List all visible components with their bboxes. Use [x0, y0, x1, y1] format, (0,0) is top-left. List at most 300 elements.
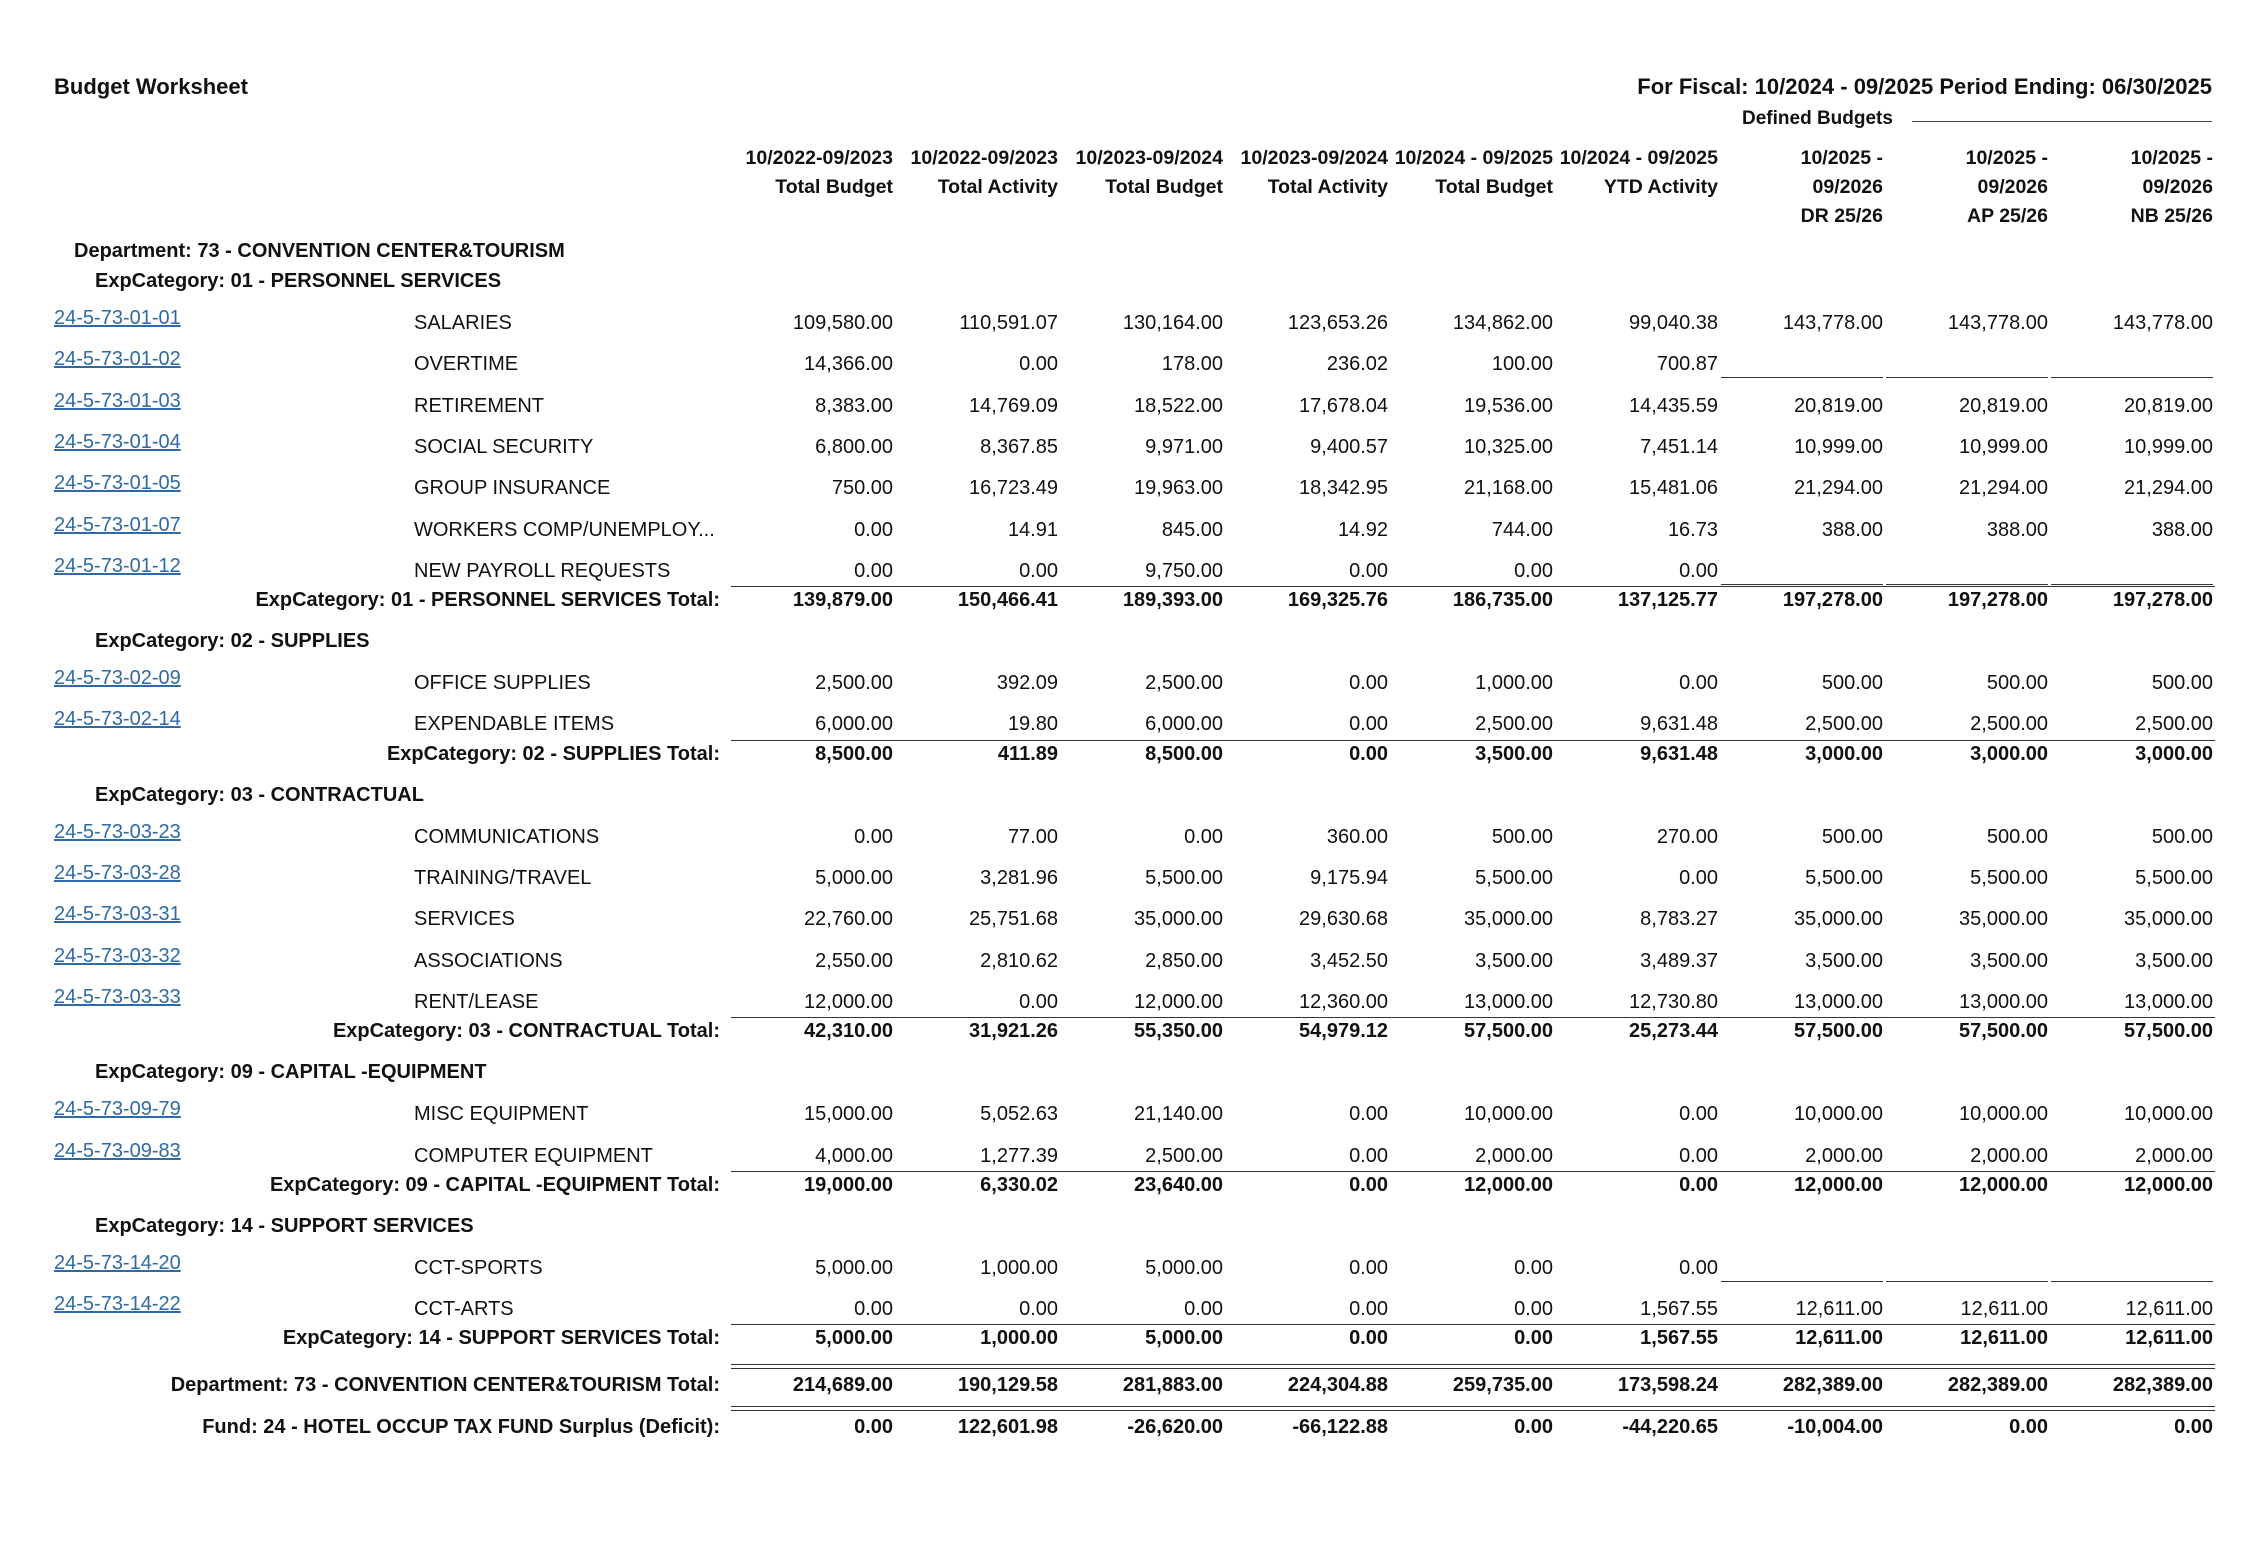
account-link[interactable]: 24-5-73-01-03 [54, 389, 181, 412]
column-header-line: 10/2024 - 09/2025 [1394, 147, 1553, 169]
amount-cell: 2,000.00 [1805, 1144, 1883, 1167]
department-total-amount: 214,689.00 [792, 1374, 893, 1397]
account-link[interactable]: 24-5-73-09-83 [54, 1139, 181, 1162]
amount-cell: 29,630.68 [1299, 908, 1388, 931]
amount-cell: 3,500.00 [1805, 949, 1883, 972]
column-header-line: 10/2023-09/2024 [1240, 147, 1388, 169]
column-header-line: YTD Activity [1603, 176, 1718, 198]
account-link[interactable]: 24-5-73-01-07 [54, 513, 181, 536]
amount-cell: 10,999.00 [2124, 435, 2213, 458]
amount-cell: 236.02 [1326, 353, 1388, 376]
amount-cell: 1,277.39 [980, 1144, 1058, 1167]
category-total-amount: 12,611.00 [1960, 1327, 2048, 1350]
department-total-rule [731, 1364, 2215, 1369]
amount-cell: 0.00 [1514, 1256, 1553, 1279]
category-total-amount: 186,735.00 [1452, 589, 1553, 612]
amount-cell: 7,451.14 [1640, 435, 1718, 458]
amount-cell: 3,281.96 [980, 867, 1058, 889]
amount-cell: 5,500.00 [1805, 867, 1883, 889]
amount-cell: 388.00 [1986, 518, 2048, 541]
amount-cell: 0.00 [1184, 1298, 1223, 1321]
amount-cell: 5,000.00 [1145, 1256, 1223, 1279]
account-link[interactable]: 24-5-73-01-04 [54, 430, 181, 453]
category-total-amount: 0.00 [1349, 1327, 1388, 1350]
category-total-amount: 1,567.55 [1640, 1327, 1718, 1350]
line-item-description: OVERTIME [414, 353, 519, 376]
column-header-line: 09/2026 [2142, 176, 2213, 198]
column-header-line: Total Activity [1267, 176, 1388, 198]
amount-cell: 3,489.37 [1640, 949, 1718, 972]
category-total-label: ExpCategory: 02 - SUPPLIES Total: [386, 742, 720, 765]
category-total-amount: 0.00 [1349, 742, 1388, 765]
column-header-line: 09/2026 [1977, 176, 2048, 198]
category-total-amount: 197,278.00 [2112, 589, 2213, 612]
amount-cell: 5,000.00 [815, 1256, 893, 1279]
amount-cell: 2,500.00 [815, 672, 893, 695]
line-item-description: GROUP INSURANCE [414, 477, 611, 500]
amount-cell: 1,567.55 [1640, 1298, 1718, 1321]
category-total-amount: 3,500.00 [1475, 742, 1553, 765]
column-header-line: Total Activity [937, 176, 1058, 198]
amount-cell: 20,819.00 [2124, 394, 2213, 417]
amount-cell: 12,000.00 [804, 990, 893, 1013]
amount-cell: 143,778.00 [1782, 312, 1883, 334]
category-total-amount: 0.00 [1679, 1173, 1718, 1196]
department-total-amount: 224,304.88 [1287, 1374, 1388, 1397]
category-total-label: ExpCategory: 09 - CAPITAL -EQUIPMENT Total: [269, 1173, 720, 1196]
amount-cell: 0.00 [1019, 353, 1058, 376]
category-total-amount: 6,330.02 [980, 1173, 1058, 1196]
blank-entry-line [1886, 1281, 2048, 1282]
amount-cell: 6,000.00 [1145, 713, 1223, 736]
report-title: Budget Worksheet [54, 74, 248, 99]
amount-cell: 2,000.00 [2135, 1144, 2213, 1167]
category-total-amount: 197,278.00 [1947, 589, 2048, 612]
blank-entry-line [1886, 584, 2048, 585]
amount-cell: 14,769.09 [969, 394, 1058, 417]
category-total-amount: 8,500.00 [1145, 742, 1223, 765]
blank-entry-line [2051, 584, 2213, 585]
category-total-amount: 12,000.00 [1794, 1173, 1883, 1196]
department-total-label: Department: 73 - CONVENTION CENTER&TOURISM Total: [170, 1374, 720, 1397]
amount-cell: 0.00 [1349, 1144, 1388, 1167]
amount-cell: 0.00 [1349, 1298, 1388, 1321]
amount-cell: 18,342.95 [1299, 477, 1388, 500]
amount-cell: 2,500.00 [1145, 1144, 1223, 1167]
amount-cell: 9,175.94 [1310, 867, 1388, 889]
amount-cell: 100.00 [1491, 353, 1553, 376]
department-total-amount: 282,389.00 [1782, 1374, 1883, 1397]
category-total-amount: 8,500.00 [815, 742, 893, 765]
account-link[interactable]: 24-5-73-01-02 [54, 348, 181, 371]
line-item-description: ASSOCIATIONS [414, 949, 563, 972]
category-total-amount: 411.89 [997, 742, 1058, 765]
amount-cell: 750.00 [831, 477, 893, 500]
amount-cell: 21,294.00 [2124, 477, 2213, 500]
subtotal-rule [731, 1017, 2215, 1018]
subtotal-rule [731, 586, 2215, 587]
account-link[interactable]: 24-5-73-09-79 [54, 1098, 181, 1121]
line-item-description: NEW PAYROLL REQUESTS [414, 559, 671, 582]
defined-budgets-header [1722, 108, 2212, 138]
category-heading: ExpCategory: 03 - CONTRACTUAL [95, 783, 424, 806]
column-header-line: Total Budget [775, 176, 893, 198]
category-total-amount: 12,000.00 [1464, 1173, 1553, 1196]
line-item-description: CCT-ARTS [414, 1298, 514, 1321]
department-total-amount: 190,129.58 [957, 1374, 1058, 1397]
amount-cell: 35,000.00 [1959, 908, 2048, 931]
defined-budgets-label: Defined Budgets [1742, 108, 1893, 129]
fund-total-amount: -26,620.00 [1127, 1416, 1223, 1439]
amount-cell: 3,500.00 [1475, 949, 1553, 972]
category-total-amount: 189,393.00 [1122, 589, 1223, 612]
category-total-amount: 12,000.00 [2124, 1173, 2213, 1196]
line-item-description: CCT-SPORTS [414, 1256, 543, 1279]
amount-cell: 9,631.48 [1640, 713, 1718, 736]
blank-entry-line [2051, 1281, 2213, 1282]
category-total-amount: 3,000.00 [1805, 742, 1883, 765]
category-total-amount: 54,979.12 [1299, 1020, 1388, 1043]
amount-cell: 270.00 [1656, 825, 1718, 848]
category-total-amount: 0.00 [1514, 1327, 1553, 1350]
amount-cell: 134,862.00 [1452, 312, 1553, 334]
account-link[interactable]: 24-5-73-03-32 [54, 944, 181, 967]
category-total-amount: 55,350.00 [1134, 1020, 1223, 1043]
amount-cell: 14.91 [1007, 518, 1058, 541]
blank-entry-line [1721, 377, 1883, 378]
fund-total-label: Fund: 24 - HOTEL OCCUP TAX FUND Surplus (Deficit): [202, 1416, 720, 1439]
amount-cell: 0.00 [1019, 990, 1058, 1013]
amount-cell: 0.00 [1679, 1256, 1718, 1279]
amount-cell: 0.00 [854, 559, 893, 582]
amount-cell: 21,294.00 [1959, 477, 2048, 500]
amount-cell: 1,000.00 [1475, 672, 1553, 695]
amount-cell: 0.00 [854, 1298, 893, 1321]
subtotal-rule [731, 1171, 2215, 1172]
amount-cell: 4,000.00 [815, 1144, 893, 1167]
category-total-amount: 137,125.77 [1617, 589, 1718, 612]
amount-cell: 143,778.00 [1947, 312, 2048, 334]
category-total-amount: 1,000.00 [980, 1327, 1058, 1350]
amount-cell: 13,000.00 [2124, 990, 2213, 1013]
amount-cell: 500.00 [1986, 672, 2048, 695]
amount-cell: 1,000.00 [980, 1256, 1058, 1279]
account-link[interactable]: 24-5-73-14-22 [54, 1293, 181, 1316]
amount-cell: 6,800.00 [815, 435, 893, 458]
column-header-line: 10/2025 - [1800, 147, 1883, 169]
amount-cell: 15,000.00 [804, 1103, 893, 1126]
amount-cell: 0.00 [1679, 1144, 1718, 1167]
amount-cell: 5,500.00 [1145, 867, 1223, 889]
category-total-amount: 169,325.76 [1287, 589, 1388, 612]
fund-total-rule [731, 1406, 2215, 1411]
amount-cell: 0.00 [1184, 825, 1223, 848]
amount-cell: 2,000.00 [1970, 1144, 2048, 1167]
fund-total-amount: -44,220.65 [1622, 1416, 1718, 1439]
amount-cell: 0.00 [1679, 559, 1718, 582]
amount-cell: 2,500.00 [2135, 713, 2213, 736]
amount-cell: 178.00 [1161, 353, 1223, 376]
amount-cell: 35,000.00 [1794, 908, 1883, 931]
category-total-amount: 31,921.26 [969, 1020, 1058, 1043]
column-header-line: 09/2026 [1812, 176, 1883, 198]
amount-cell: 9,400.57 [1310, 435, 1388, 458]
amount-cell: 14.92 [1337, 518, 1388, 541]
amount-cell: 388.00 [2151, 518, 2213, 541]
amount-cell: 3,452.50 [1310, 949, 1388, 972]
amount-cell: 500.00 [2151, 825, 2213, 848]
line-item-description: EXPENDABLE ITEMS [414, 713, 615, 736]
amount-cell: 13,000.00 [1959, 990, 2048, 1013]
amount-cell: 20,819.00 [1794, 394, 1883, 417]
amount-cell: 21,140.00 [1134, 1103, 1223, 1126]
category-total-amount: 3,000.00 [2135, 742, 2213, 765]
amount-cell: 500.00 [1986, 825, 2048, 848]
column-header-line: 10/2023-09/2024 [1075, 147, 1223, 169]
amount-cell: 16,723.49 [969, 477, 1058, 500]
category-total-amount: 5,000.00 [815, 1327, 893, 1350]
blank-entry-line [1721, 584, 1883, 585]
account-link[interactable]: 24-5-73-03-28 [54, 862, 181, 884]
blank-entry-line [1886, 377, 2048, 378]
fiscal-period: For Fiscal: 10/2024 - 09/2025 Period Ending: 06/30/2025 [1637, 74, 2212, 99]
category-total-amount: 12,000.00 [1959, 1173, 2048, 1196]
defined-budgets-rule [1912, 121, 2212, 122]
amount-cell: 388.00 [1821, 518, 1883, 541]
amount-cell: 13,000.00 [1464, 990, 1553, 1013]
account-link[interactable]: 24-5-73-01-01 [54, 307, 181, 329]
amount-cell: 15,481.06 [1629, 477, 1718, 500]
amount-cell: 77.00 [1007, 825, 1058, 848]
account-link[interactable]: 24-5-73-03-33 [54, 985, 181, 1008]
amount-cell: 500.00 [2151, 672, 2213, 695]
amount-cell: 19.80 [1007, 713, 1058, 736]
amount-cell: 12,730.80 [1629, 990, 1718, 1013]
amount-cell: 123,653.26 [1287, 312, 1388, 334]
account-link[interactable]: 24-5-73-03-31 [54, 903, 181, 926]
department-total-amount: 282,389.00 [2112, 1374, 2213, 1397]
amount-cell: 5,500.00 [1475, 867, 1553, 889]
amount-cell: 8,783.27 [1640, 908, 1718, 931]
amount-cell: 130,164.00 [1122, 312, 1223, 334]
category-total-amount: 150,466.41 [957, 589, 1058, 612]
column-header-line: Total Budget [1435, 176, 1553, 198]
amount-cell: 17,678.04 [1299, 394, 1388, 417]
amount-cell: 21,168.00 [1464, 477, 1553, 500]
category-total-amount: 57,500.00 [1794, 1020, 1883, 1043]
amount-cell: 35,000.00 [2124, 908, 2213, 931]
amount-cell: 0.00 [854, 825, 893, 848]
category-total-amount: 12,611.00 [1795, 1327, 1883, 1350]
account-link[interactable]: 24-5-73-03-23 [54, 820, 181, 843]
amount-cell: 5,052.63 [980, 1103, 1058, 1126]
line-item-description: OFFICE SUPPLIES [414, 672, 591, 695]
fund-total-amount: 0.00 [1514, 1416, 1553, 1439]
category-total-amount: 19,000.00 [804, 1173, 893, 1196]
category-total-amount: 23,640.00 [1134, 1173, 1223, 1196]
column-header-line: 10/2022-09/2023 [910, 147, 1058, 169]
column-header-line: 10/2024 - 09/2025 [1559, 147, 1718, 169]
amount-cell: 10,999.00 [1959, 435, 2048, 458]
amount-cell: 18,522.00 [1134, 394, 1223, 417]
column-header-line: 10/2025 - [2130, 147, 2213, 169]
amount-cell: 0.00 [1679, 1103, 1718, 1126]
account-link[interactable]: 24-5-73-02-09 [54, 667, 181, 690]
amount-cell: 0.00 [1349, 1256, 1388, 1279]
amount-cell: 2,850.00 [1145, 949, 1223, 972]
amount-cell: 360.00 [1326, 825, 1388, 848]
column-header-line: NB 25/26 [2130, 205, 2213, 227]
column-header [2013, 144, 2213, 231]
amount-cell: 22,760.00 [804, 908, 893, 931]
account-link[interactable]: 24-5-73-01-12 [54, 554, 181, 577]
amount-cell: 0.00 [1349, 559, 1388, 582]
amount-cell: 0.00 [854, 518, 893, 541]
amount-cell: 16.73 [1667, 518, 1718, 541]
category-total-amount: 12,611.00 [2125, 1327, 2213, 1350]
column-header-line: AP 25/26 [1967, 205, 2048, 227]
department-total-amount: 173,598.24 [1617, 1374, 1718, 1397]
amount-cell: 10,000.00 [2124, 1103, 2213, 1126]
amount-cell: 0.00 [1019, 1298, 1058, 1321]
amount-cell: 2,550.00 [815, 949, 893, 972]
amount-cell: 5,500.00 [2135, 867, 2213, 889]
category-total-amount: 57,500.00 [2124, 1020, 2213, 1043]
column-header-line: DR 25/26 [1800, 205, 1883, 227]
amount-cell: 2,810.62 [980, 949, 1058, 972]
department-total-amount: 259,735.00 [1452, 1374, 1553, 1397]
amount-cell: 5,000.00 [815, 867, 893, 889]
amount-cell: 392.09 [996, 672, 1058, 695]
category-total-amount: 0.00 [1349, 1173, 1388, 1196]
line-item-description: RENT/LEASE [414, 990, 539, 1013]
amount-cell: 20,819.00 [1959, 394, 2048, 417]
category-total-amount: 57,500.00 [1959, 1020, 2048, 1043]
department-total-amount: 281,883.00 [1122, 1374, 1223, 1397]
amount-cell: 8,367.85 [980, 435, 1058, 458]
department-heading: Department: 73 - CONVENTION CENTER&TOURISM [74, 240, 565, 262]
amount-cell: 2,500.00 [1475, 713, 1553, 736]
line-item-description: SOCIAL SECURITY [414, 435, 594, 458]
amount-cell: 35,000.00 [1134, 908, 1223, 931]
amount-cell: 2,000.00 [1475, 1144, 1553, 1167]
subtotal-rule [731, 740, 2215, 741]
line-item-description: WORKERS COMP/UNEMPLOY... [414, 518, 715, 541]
fund-total-amount: 122,601.98 [957, 1416, 1058, 1439]
amount-cell: 14,435.59 [1629, 394, 1718, 417]
category-total-amount: 3,000.00 [1970, 742, 2048, 765]
amount-cell: 109,580.00 [792, 312, 893, 334]
amount-cell: 9,971.00 [1145, 435, 1223, 458]
category-total-label: ExpCategory: 03 - CONTRACTUAL Total: [332, 1020, 720, 1043]
amount-cell: 500.00 [1821, 825, 1883, 848]
amount-cell: 10,000.00 [1959, 1103, 2048, 1126]
amount-cell: 110,591.07 [959, 312, 1058, 334]
amount-cell: 12,611.00 [1795, 1298, 1883, 1321]
category-total-amount: 197,278.00 [1782, 589, 1883, 612]
category-total-amount: 5,000.00 [1145, 1327, 1223, 1350]
amount-cell: 3,500.00 [2135, 949, 2213, 972]
amount-cell: 8,383.00 [815, 394, 893, 417]
amount-cell: 2,500.00 [1805, 713, 1883, 736]
category-total-amount: 25,273.44 [1629, 1020, 1718, 1043]
category-total-label: ExpCategory: 14 - SUPPORT SERVICES Total: [282, 1327, 720, 1350]
column-header-line: 10/2022-09/2023 [745, 147, 893, 169]
account-link[interactable]: 24-5-73-01-05 [54, 472, 181, 495]
fund-total-amount: 0.00 [2009, 1416, 2048, 1439]
amount-cell: 500.00 [1491, 825, 1553, 848]
amount-cell: 35,000.00 [1464, 908, 1553, 931]
amount-cell: 12,611.00 [2125, 1298, 2213, 1321]
account-link[interactable]: 24-5-73-02-14 [54, 708, 181, 731]
amount-cell: 0.00 [1349, 713, 1388, 736]
amount-cell: 25,751.68 [969, 908, 1058, 931]
amount-cell: 12,360.00 [1299, 990, 1388, 1013]
amount-cell: 143,778.00 [2112, 312, 2213, 334]
amount-cell: 0.00 [1349, 672, 1388, 695]
line-item-description: RETIREMENT [414, 394, 544, 417]
category-total-amount: 9,631.48 [1640, 742, 1718, 765]
category-heading: ExpCategory: 02 - SUPPLIES [95, 630, 370, 653]
amount-cell: 0.00 [1679, 672, 1718, 695]
amount-cell: 2,500.00 [1970, 713, 2048, 736]
amount-cell: 0.00 [1514, 559, 1553, 582]
amount-cell: 10,000.00 [1794, 1103, 1883, 1126]
category-total-amount: 139,879.00 [792, 589, 893, 612]
amount-cell: 5,500.00 [1970, 867, 2048, 889]
amount-cell: 99,040.38 [1629, 312, 1718, 334]
amount-cell: 3,500.00 [1970, 949, 2048, 972]
amount-cell: 13,000.00 [1794, 990, 1883, 1013]
amount-cell: 14,366.00 [804, 353, 893, 376]
amount-cell: 744.00 [1491, 518, 1553, 541]
line-item-description: MISC EQUIPMENT [414, 1103, 589, 1126]
category-total-amount: 57,500.00 [1464, 1020, 1553, 1043]
amount-cell: 12,000.00 [1134, 990, 1223, 1013]
line-item-description: SALARIES [414, 312, 512, 334]
department-total-amount: 282,389.00 [1947, 1374, 2048, 1397]
fund-total-amount: -10,004.00 [1787, 1416, 1883, 1439]
fund-total-amount: 0.00 [854, 1416, 893, 1439]
amount-cell: 845.00 [1161, 518, 1223, 541]
line-item-description: SERVICES [414, 908, 515, 931]
category-total-amount: 42,310.00 [804, 1020, 893, 1043]
amount-cell: 10,000.00 [1464, 1103, 1553, 1126]
amount-cell: 0.00 [1679, 867, 1718, 889]
amount-cell: 2,500.00 [1145, 672, 1223, 695]
amount-cell: 500.00 [1821, 672, 1883, 695]
column-header-line: Total Budget [1105, 176, 1223, 198]
blank-entry-line [1721, 1281, 1883, 1282]
fund-total-amount: 0.00 [2174, 1416, 2213, 1439]
category-heading: ExpCategory: 01 - PERSONNEL SERVICES [95, 270, 502, 292]
column-header-line: 10/2025 - [1965, 147, 2048, 169]
subtotal-rule [731, 1324, 2215, 1325]
account-link[interactable]: 24-5-73-14-20 [54, 1251, 181, 1274]
amount-cell: 19,963.00 [1134, 477, 1223, 500]
line-item-description: COMPUTER EQUIPMENT [414, 1144, 653, 1167]
category-heading: ExpCategory: 14 - SUPPORT SERVICES [95, 1214, 474, 1237]
fund-total-amount: -66,122.88 [1292, 1416, 1388, 1439]
category-heading: ExpCategory: 09 - CAPITAL -EQUIPMENT [95, 1061, 487, 1084]
line-item-description: COMMUNICATIONS [414, 825, 600, 848]
amount-cell: 9,750.00 [1145, 559, 1223, 582]
line-item-description: TRAINING/TRAVEL [414, 867, 592, 889]
amount-cell: 19,536.00 [1464, 394, 1553, 417]
amount-cell: 0.00 [1019, 559, 1058, 582]
category-total-label: ExpCategory: 01 - PERSONNEL SERVICES Total: [255, 589, 720, 612]
amount-cell: 0.00 [1349, 1103, 1388, 1126]
